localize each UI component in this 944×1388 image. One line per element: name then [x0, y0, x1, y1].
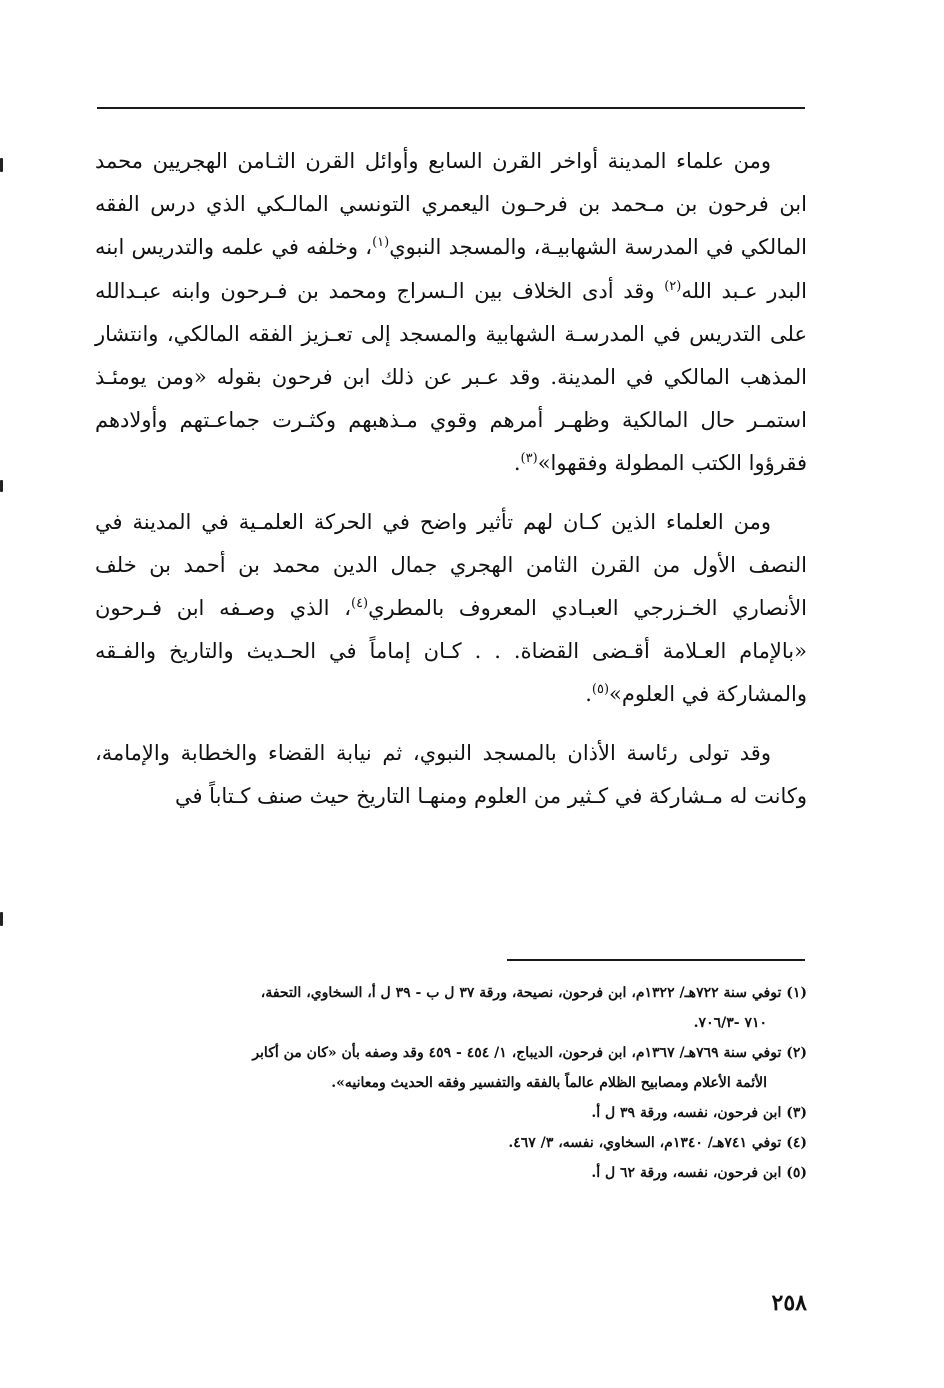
footnote-5: (٥) ابن فرحون، نفسه، ورقة ٦٢ ل أ.	[591, 1165, 807, 1181]
paragraph-2	[95, 501, 807, 717]
scan-edge-mark	[0, 480, 3, 492]
footnote-ref-2[interactable]: (٢)	[664, 278, 682, 294]
paragraph-text: .	[585, 682, 592, 707]
footnote-4: (٤) توفي ٧٤١هـ/ ١٣٤٠م، السخاوي، نفسه، ٣/ ٤٦٧.	[508, 1135, 807, 1151]
paragraph-text: .	[513, 451, 521, 476]
footnote-ref-5[interactable]: (٥)	[591, 682, 610, 698]
footnote-3: (٣) ابن فرحون، نفسه، ورقة ٣٩ ل أ.	[591, 1105, 807, 1121]
paragraph-text: وقد تولى رئاسة الأذان بالمسجد النبوي، ثم نيابة القضاء والخطابة والإمامة، وكانت له مـشاركة في كـثير من العلوم ومنهـا التاريخ حيث صنف كـتاباً في	[95, 740, 807, 808]
paragraph-text: وقد أدى الخلاف بين الـسراج ومحمد بن فـرحون وابنه عبـدالله على التدريس في المدرسـة الشهابية والمسجد إلى تعـزيز الفقه المالكي، وانتشار المذهب المالكي في المدينة. وقد عـبر عن ذلك ابن فرحون بقوله «ومن يومئـذ استمـر حال المالكية وظهـر أمرهم وقوي مـذهبهم وكثـرت جماعـتهم وأولادهم فقرؤوا الكتب المطولة وفقهوا»	[95, 278, 807, 476]
main-text	[95, 140, 807, 818]
paragraph-3	[95, 732, 807, 818]
scan-edge-mark	[0, 158, 3, 172]
footnotes	[95, 978, 807, 1188]
paragraph-text: ومن العلماء الذين كـان لهم تأثير واضح في الحركة العلمـية في المدينة في النصف الأول من القرن الثامن الهجري جمال الدين محمد بن أحمد بن خلف الأنصاري الخـزرجي العبـادي المعروف بالمطري	[95, 509, 807, 621]
paragraph-1	[95, 140, 807, 486]
footnote-1: (١) توفي سنة ٧٢٢هـ/ ١٣٢٢م، ابن فرحون، نصيحة، ورقة ٣٧ ل ب - ٣٩ ل أ، السخاوي، التحفة،	[260, 985, 807, 1001]
footnote-2: (٢) توفي سنة ٧٦٩هـ/ ١٣٦٧م، ابن فرحون، الديباج، ١/ ٤٥٤ - ٤٥٩ وقد وصفه بأن «كان من أكابر	[252, 1045, 807, 1061]
paragraph-text: ومن علماء المدينة أواخر القرن السابع وأوائل القرن الثـامن الهجريين محمد ابن فرحون بن مـحمد بن فرحـون اليعمري التونسي المالـكي الذي درس الفقه المالكي في المدرسة الشهابيـة، والمسجد النبوي	[95, 149, 807, 260]
scan-edge-mark	[0, 912, 3, 926]
header-rule	[97, 107, 805, 109]
page-number: ٢٥٨	[771, 1290, 807, 1316]
footnote-ref-1[interactable]: (١)	[372, 235, 390, 251]
footnote-ref-3[interactable]: (٣)	[520, 451, 538, 467]
footnote-ref-4[interactable]: (٤)	[350, 596, 369, 612]
paragraph-text: ، الذي وصـفه ابن فـرحون «بالإمام العـلامة أقـضى القضاة. . . كـان إماماً في الحـديث والتاريخ والفـقه والمشاركة في العلوم»	[95, 596, 807, 707]
footnote-separator	[507, 959, 805, 961]
footnote-1-continued: ٧١٠ -٧٠٦/٣.	[693, 1015, 767, 1031]
paragraph-text: ، وخلفه في علمه والتدريس ابنه البدر عـبد الله	[95, 235, 807, 303]
footnote-2-continued: الأئمة الأعلام ومصابيح الظلام عالماً بالفقه والتفسير وفقه الحديث ومعانيه».	[331, 1075, 767, 1091]
